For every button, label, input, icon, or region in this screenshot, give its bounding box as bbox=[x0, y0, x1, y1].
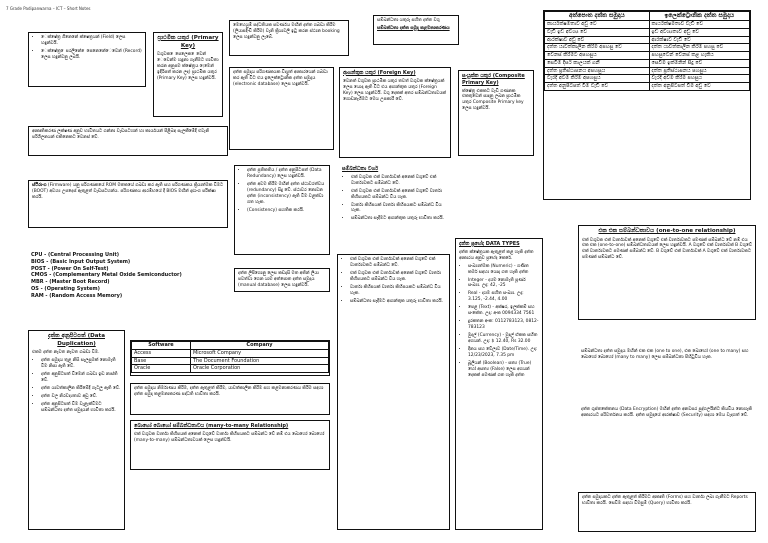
electronic-db-box bbox=[229, 67, 334, 150]
table-cell: Oracle Corporation bbox=[190, 365, 328, 373]
table-row bbox=[545, 21, 750, 29]
dbms-text-box bbox=[130, 383, 330, 415]
list-item: • එක් වගුවක එක් වාර්තාවක් අනෙක් වගුවේ එක් වාර්තාවකට සම්බන්ධ වේ. bbox=[351, 175, 448, 187]
table-cell: Microsoft Company bbox=[190, 349, 328, 357]
acronym-line: CPU - (Central Processing Unit) bbox=[31, 252, 120, 258]
table-cell: වැරදි අවම කිරීම පහසුය bbox=[649, 75, 749, 83]
table-row bbox=[545, 83, 750, 91]
list-item: • එක් වගුවක එක් වාර්තාවක් අනෙක් වගුවේ වාර්තා කිහිපයකට සම්බන්ධ විය හැක. bbox=[350, 271, 446, 283]
list-item: • දත්ත ප්‍රතිකතිය / දත්ත අනුපිටපත් (Data Redundancy) ලෙස හඳුන්වයි. bbox=[247, 168, 326, 180]
relationship-summary-box bbox=[578, 347, 756, 379]
section-body: දත්ත සමුදාය පරිගණකයක විද්‍යුත් ආකාරයෙන් ගබඩා කර ඇති විට එය ඉලෙක්ට්‍රොනික දත්ත සමුදාය (electronic database) ලෙස හඳුන්වයි. bbox=[233, 70, 328, 87]
list-item: • දිනය සහ වේලාව (Date/Time). උදා: 12/23/2023, 7.35 pm bbox=[468, 347, 539, 359]
encryption-box bbox=[578, 405, 756, 475]
section-body: වගුවක ෙපෙලෙක ෙවෙන් ෙවෙන්ම හඳුනා ගැනීමට භාවිතා කරන අනුපම ක්ෂේත්‍රය (ෙමෙන් ඉදිරිපත් කරන ලද) ප්‍රාථමික යතුර (Primary Key) ලෙස හඳුන්වයි. bbox=[157, 52, 219, 81]
table-cell: සෙවීම ඉක්මනින් සිදු වේ bbox=[649, 59, 749, 67]
table-row bbox=[545, 36, 750, 44]
table-cell: ආරක්ෂාව වැඩි වේ bbox=[649, 36, 749, 44]
manual-db-box bbox=[234, 268, 330, 292]
data-types-box bbox=[455, 238, 543, 530]
table-cell: කාර්යක්ෂමතාව වැඩි වේ bbox=[649, 21, 749, 29]
many-to-many-box bbox=[130, 420, 330, 470]
acronym-line: RAM - (Random Access Memory) bbox=[31, 292, 123, 299]
section-intro: එකම දත්ත නැවත නැවත ගබඩා වීම. bbox=[32, 350, 100, 356]
table-row bbox=[545, 52, 750, 60]
data-duplication-box bbox=[28, 330, 125, 530]
page-header: 7 Grade Padipanwarna – ICT – Short Notes bbox=[6, 6, 91, 11]
section-title: එක එක සම්බන්ධතාවය (one-to-one relationship) bbox=[598, 228, 736, 234]
list-item: • වාර්තා කිහිපයක් වාර්තා කිහිපයකට සම්බන්ධ විය හැක. bbox=[350, 285, 446, 297]
table-cell: ආරක්ෂාව අඩු වේ bbox=[545, 36, 650, 44]
section-title: බොහෝ බොහෝ සම්බන්ධතාවය (many-to-many Relationship) bbox=[134, 423, 289, 429]
software-usage-box bbox=[28, 126, 228, 156]
column-header: Software bbox=[132, 342, 191, 350]
acronym-line: CMOS - (Complementary Metal Oxide Semiconductor) bbox=[31, 272, 182, 279]
acronym-line: MBR - (Master Boot Record) bbox=[31, 279, 110, 285]
table-cell: The Document Foundation bbox=[190, 357, 328, 365]
relational-keys-box bbox=[373, 15, 459, 45]
relationship-detail-box bbox=[337, 254, 450, 530]
list-item: • සම්බන්ධතා සෑදීමට ආගන්තුක යතුරු භාවිතා කරයි. bbox=[350, 299, 446, 305]
comparison-table-box bbox=[543, 10, 751, 200]
column-header: Company bbox=[190, 342, 328, 350]
table-cell: දත්ත යාවත්කාලීන කිරීම පහසු වේ bbox=[649, 44, 749, 52]
list-item: • එක් වගුවක එක් වාර්තාවක් අනෙක් වගුවේ වාර්තා කිහිපයකට සම්බන්ධ විය හැක. bbox=[351, 189, 448, 201]
table-cell: වැරදි අවම කිරීම අපහසුය bbox=[545, 75, 650, 83]
forms-box bbox=[578, 492, 756, 532]
list-item: • එක් වගුවක එක් වාර්තාවක් අනෙක් වගුවේ එක් වාර්තාවකට සම්බන්ධ වේ. bbox=[350, 257, 446, 269]
list-item: • Real - දශම සහිත සංඛ්‍යා. උදා: 3.125, -2.44, 4.00 bbox=[468, 291, 539, 303]
section-title: සම්බන්ධතා වර්ග bbox=[342, 166, 379, 172]
section-subtitle: සම්බන්ධතා දත්ත සමුදා කළමනාකරණය bbox=[377, 25, 450, 31]
table-row bbox=[132, 365, 329, 373]
table-row bbox=[545, 44, 750, 52]
section-title: ප්‍රාථමික යතුර (Primary Key) bbox=[157, 35, 219, 49]
table-cell: දත්ත අනුපිටපත් වීම වැඩි වේ bbox=[545, 83, 650, 91]
section-body: ක්ෂේත්‍ර එකකට වැඩි ගණනක එකතුවෙන් සාදනු ලබන ප්‍රාථමික යතුර Composite Primary key ලෙස හඳුන්වයි. bbox=[462, 88, 524, 112]
list-item: • (Consistency) සහතික කරයි. bbox=[247, 208, 326, 214]
table-cell: වෙනස් කිරීමට අපහසුය bbox=[545, 52, 650, 60]
table-cell: Base bbox=[132, 357, 191, 365]
dbms-table bbox=[131, 341, 329, 373]
relationship-types-box bbox=[339, 164, 451, 254]
table-row bbox=[545, 75, 750, 83]
table-row bbox=[132, 357, 329, 365]
list-item: • දත්ත අනුපිටපත් වීම වැළැක්වීමට සම්බන්ධතා දත්ත සමුදායන් භාවිතා කරයි. bbox=[41, 402, 121, 414]
firmware-box bbox=[28, 180, 228, 228]
section-body: දත්ත සමුදායකට දත්ත ඇතුළත් කිරීමට ආකෘති (Forms) සහ වාර්තා ලබා ගැනීමට Reports භාවිතා කරයි. සෙවීම සඳහා විමසුම් (Query) භාවිතා කරයි. bbox=[582, 495, 748, 506]
list-item: • ෙක්ෂේත්‍ර ෙපරලිනේ ෙපෙනෙනේෙවෙන් (Record) ලෙස හඳුන්වනු ලබයි. bbox=[41, 49, 142, 61]
list-item: • දත්ත වල නිරවද්‍යතාව අඩු වේ. bbox=[41, 394, 121, 400]
table-row bbox=[132, 349, 329, 357]
section-body: දත්ත ගුප්තකේතනය (Data Encryption) මඟින් දත්ත අනවසර පුද්ගලයින්ට කියවිය නොහැකි ආකාරයට පරිවර්තනය කරයි. දත්ත සමුදායේ ආරක්ෂාව (Security) සඳහා මෙය වැදගත් වේ. bbox=[581, 407, 752, 418]
section-body: මෙහෙයුම් පද්ධතියක පවර්ණය මඟින් දත්ත ගබඩා කිරීම (ලියාපදිංචි කිරීම) වැනි ක්‍රියාවලි ඉටු කරන ස්ථාන booking ලෙස හඳුන්වනු ලැබේ. bbox=[233, 23, 340, 40]
table-cell: දත්ත ප්‍රතිස්ථාපනය පහසුය bbox=[649, 67, 749, 75]
primary-key-box bbox=[153, 32, 223, 117]
table-cell: සෙවීම දීර්ඝ කාලයක් ගනී bbox=[545, 59, 650, 67]
table-cell: දත්ත අනුපිටපත් වීම අඩු වේ bbox=[649, 83, 749, 91]
section-body: දත්ත සමුදාය නිර්මාණය කිරීම, දත්ත ඇතුළත් කිරීම, යාවත්කාලීන කිරීම සහ කළමනාකරණය කිරීම සඳහා දත්ත සමුදා කළමනාකරණ පද්ධති භාවිතා කරයි. bbox=[134, 386, 324, 397]
acronym-line: BIOS - (Basic Input Output System) bbox=[31, 258, 131, 265]
section-title: දත්ත අනුපිටපත් (Data Duplication) bbox=[47, 333, 105, 347]
list-item: • Integer - දශම නොමැති පූර්ණ සංඛ්‍යා. උදා: 42, -25 bbox=[468, 278, 539, 290]
table-row bbox=[545, 67, 750, 75]
list-item: • දත්ත සමුදාය තුළ නිසි සැලසුමක් නොමැති වීම නිසා ඇති වේ. bbox=[41, 358, 121, 370]
list-item: • වාර්තා කිහිපයක් වාර්තා කිහිපයකට සම්බන්ධ විය හැක. bbox=[351, 203, 448, 215]
table-cell: Access bbox=[132, 349, 191, 357]
section-body: ආකෘතිකරණ ලක්ෂණ අනුව භාවිතයට ගන්නා වැඩසටහන් හා කාර්යයන් පිළිබඳ සැලකීමේදී එවැනි පරිශීලනයන් එකිනෙකට වෙනස් වේ. bbox=[32, 129, 210, 140]
section-body: සම්බන්ධතා දත්ත සමුදාය මඟින් එක එක (one to one), එක බොහෝ (one to many) සහ බොහෝ බොහෝ (many to many) ලෙස සම්බන්ධතා පිහිටුවිය හැක. bbox=[581, 349, 749, 360]
list-item: • පෙළ (Text) - අක්ෂර, ඉලක්කම් සහ සංකේත. උදා: අංක 0094334 7561 bbox=[468, 305, 539, 317]
section-body: එක් වගුවක එක් වාර්තාවක් අනෙක් වගුවේ එක් වාර්තාවකට පමණක් සම්බන්ධ වේ නම් එය එක එක (one-to-one) සම්බන්ධතාවයක් ලෙස හඳුන්වයි. A වගුවේ එක් වාර්තාවක් B වගුවේ එක් වාර්තාවකට පමණක් සම්බන්ධ වේ. B වගුවේ එක් වාර්තාවක් A වගුවේ එක් වාර්තාවකට පමණක් සම්බන්ධ වේ. bbox=[582, 237, 752, 261]
table-row bbox=[545, 28, 750, 36]
list-item: • සම්බන්ධතා සෑදීමට ආගන්තුක යතුරු භාවිතා කරයි. bbox=[351, 216, 448, 222]
section-body: සම්බන්ධතා යතුරු සහිත දත්ත වගු bbox=[377, 18, 440, 23]
field-record-box bbox=[28, 32, 146, 87]
section-title: ස්ථිරාංග bbox=[32, 183, 47, 188]
acronym-line: OS - (Operating System) bbox=[31, 285, 100, 292]
list-item: • දත්ත අනුපිටපත් වීමෙන් ගබඩා ඉඩ නාස්ති වේ. bbox=[41, 372, 121, 384]
list-item: • ෙක්ෂේත්‍ර ගිනෙනේ ක්ෂෙත්‍රයන් (Field) ලෙස හඳුන්වයි. bbox=[41, 35, 142, 47]
data-redundancy-box bbox=[234, 165, 330, 255]
table-cell: Oracle bbox=[132, 365, 191, 373]
section-intro: දත්ත ක්ෂේත්‍රයක ඇතුළත් කළ හැකි දත්ත ආකාරය අනුව ප්‍රභේද කෙරේ. bbox=[459, 249, 534, 261]
table-cell: පහසුවෙන් වෙනස් කළ හැකිය bbox=[649, 52, 749, 60]
acronym-line: POST - (Power On Self-Test) bbox=[31, 265, 109, 272]
section-body: දත්ත ලිපිගොනු ලෙස කඩදාසි මත අතින් ලියා පවත්වා ගෙන යාම අත්පොත දත්ත සමුදාය (manual database) ලෙස හඳුන්වයි. bbox=[238, 271, 319, 288]
composite-key-box bbox=[458, 70, 534, 156]
table-cell: දත්ත ප්‍රතිස්ථාපනය අපහසුය bbox=[545, 67, 650, 75]
list-item: • මුදල් (Currency) - මුදල් ඒකක සහිත අගයන්. උදා: $ 12.40, Rs 32.00 bbox=[468, 333, 539, 345]
one-to-one-box bbox=[578, 225, 756, 320]
column-header: ඉලෙක්ට්‍රොනික දත්ත සමුදාය bbox=[649, 12, 749, 21]
column-header: අත්පොත දත්ත සමුදාය bbox=[545, 12, 650, 21]
list-item: • දත්ත අවම කිරීම මඟින් දත්ත ස්ථාවරත්වය (redundancy) සිදු වේ. ස්ථාවර නොවන දත්ත (inconsistency) ඇති වීම වළක්වා ගත හැක. bbox=[247, 182, 326, 206]
section-body: (Firmware) යනු පරිගණකයේ ROM මතකයේ ගබඩා කර ඇති සහ පරිගණකය ක්‍රියාත්මක වීමට (BOOT) අවශ්‍ය උපදෙස් ඇතුළත් වැඩසටහන්ය. පරිගණකය ආරම්භයේ දී BIOS මඟින් දෘඪාංග පරීක්ෂා කරයි. bbox=[32, 183, 224, 200]
list-item: • බූලියන් (Boolean) - සත්‍ය (True) හෝ අසත්‍ය (False) ලෙස අගයන් දෙකක් පමණක් ගත හැකි දත්ත bbox=[468, 361, 539, 379]
section-body: එක් වගුවක වාර්තා කිහිපයක් අනෙක් වගුවේ වාර්තා කිහිපයකට සම්බන්ධ වේ නම් එය බොහෝ බොහෝ (many-to-many) සම්බන්ධතාවයක් ලෙස හඳුන්වයි. bbox=[134, 431, 325, 443]
foreign-key-box bbox=[339, 67, 451, 158]
table-cell: දත්ත යාවත්කාලීන කිරීම අපහසු වේ bbox=[545, 44, 650, 52]
table-cell: වැඩි ඉඩ අවශ්‍ය වේ bbox=[545, 28, 650, 36]
list-item: • සංඛ්‍යාත්මක (Numeric) - ගණිත කර්ම සඳහා යොදා ගත හැකි දත්ත bbox=[468, 264, 539, 276]
dbms-table-box bbox=[130, 340, 330, 376]
section-title: ආගන්තුක යතුර (Foreign Key) bbox=[343, 70, 416, 76]
table-cell: ඉඩ අවශ්‍යතාව අඩු වේ bbox=[649, 28, 749, 36]
section-title: දත්ත ප්‍රභේද DATA TYPES bbox=[459, 241, 520, 247]
section-title: සංයුක්ත යතුර (Composite Primary Key) bbox=[462, 73, 525, 86]
section-body: වෙනත් වගුවක ප්‍රාථමික යතුර තවත් වගුවක ක්ෂේත්‍රයක් ලෙස යොදා ඇති විට එය ආගන්තුක යතුර (Foreign Key) ලෙස හඳුන්වයි. වගු දෙකක් අතර සම්බන්ධතාවයක් ගොඩනැගීමට මෙය උපකාරී වේ. bbox=[343, 78, 446, 102]
list-item: • දුරකතන අංක: 0112783123, 0812-783123 bbox=[468, 319, 539, 331]
booking-box bbox=[229, 20, 349, 56]
acronyms-box bbox=[28, 250, 228, 308]
comparison-table bbox=[544, 11, 750, 91]
list-item: • දත්ත යාවත්කාලීන කිරීමේදී ගැටලු ඇති වේ. bbox=[41, 386, 121, 392]
table-row bbox=[545, 59, 750, 67]
table-cell: කාර්යක්ෂමතාව අඩු වේ bbox=[545, 21, 650, 29]
